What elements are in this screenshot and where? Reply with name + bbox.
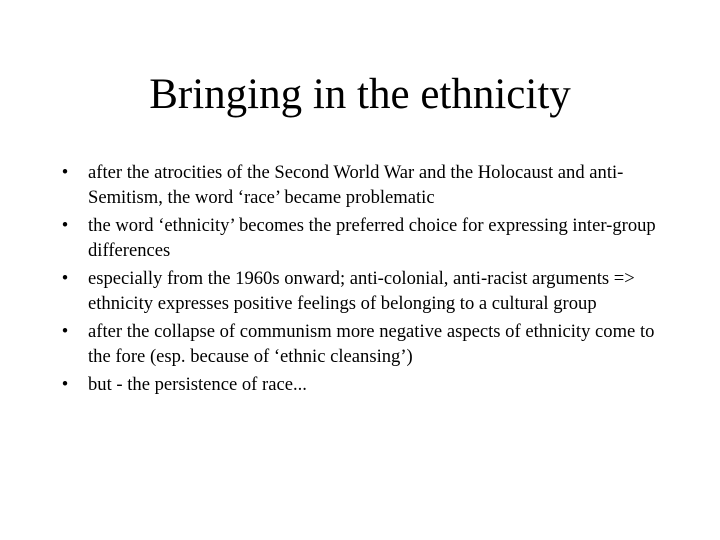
bullet-text: after the atrocities of the Second World War and the Holocaust and anti-Semitism, the word ‘race’ became problematic (88, 162, 624, 208)
bullet-list (58, 160, 658, 400)
bullet-item (58, 266, 658, 316)
bullet-icon: • (61, 374, 69, 395)
bullet-icon: • (61, 215, 69, 236)
bullet-icon: • (61, 268, 69, 289)
bullet-item (58, 319, 658, 369)
bullet-text: the word ‘ethnicity’ becomes the preferred choice for expressing inter-group differences (88, 215, 656, 261)
bullet-item (58, 213, 658, 263)
slide-title: Bringing in the ethnicity (149, 71, 571, 118)
bullet-item (58, 160, 658, 210)
bullet-text: but - the persistence of race... (88, 374, 307, 395)
bullet-text: after the collapse of communism more negative aspects of ethnicity come to the fore (esp. because of ‘ethnic cleansing’) (88, 321, 655, 367)
bullet-item (58, 372, 658, 397)
bullet-icon: • (61, 162, 69, 183)
bullet-text: especially from the 1960s onward; anti-colonial, anti-racist arguments => ethnicity expresses positive feelings of belonging to a cultural group (88, 268, 635, 314)
bullet-icon: • (61, 321, 69, 342)
